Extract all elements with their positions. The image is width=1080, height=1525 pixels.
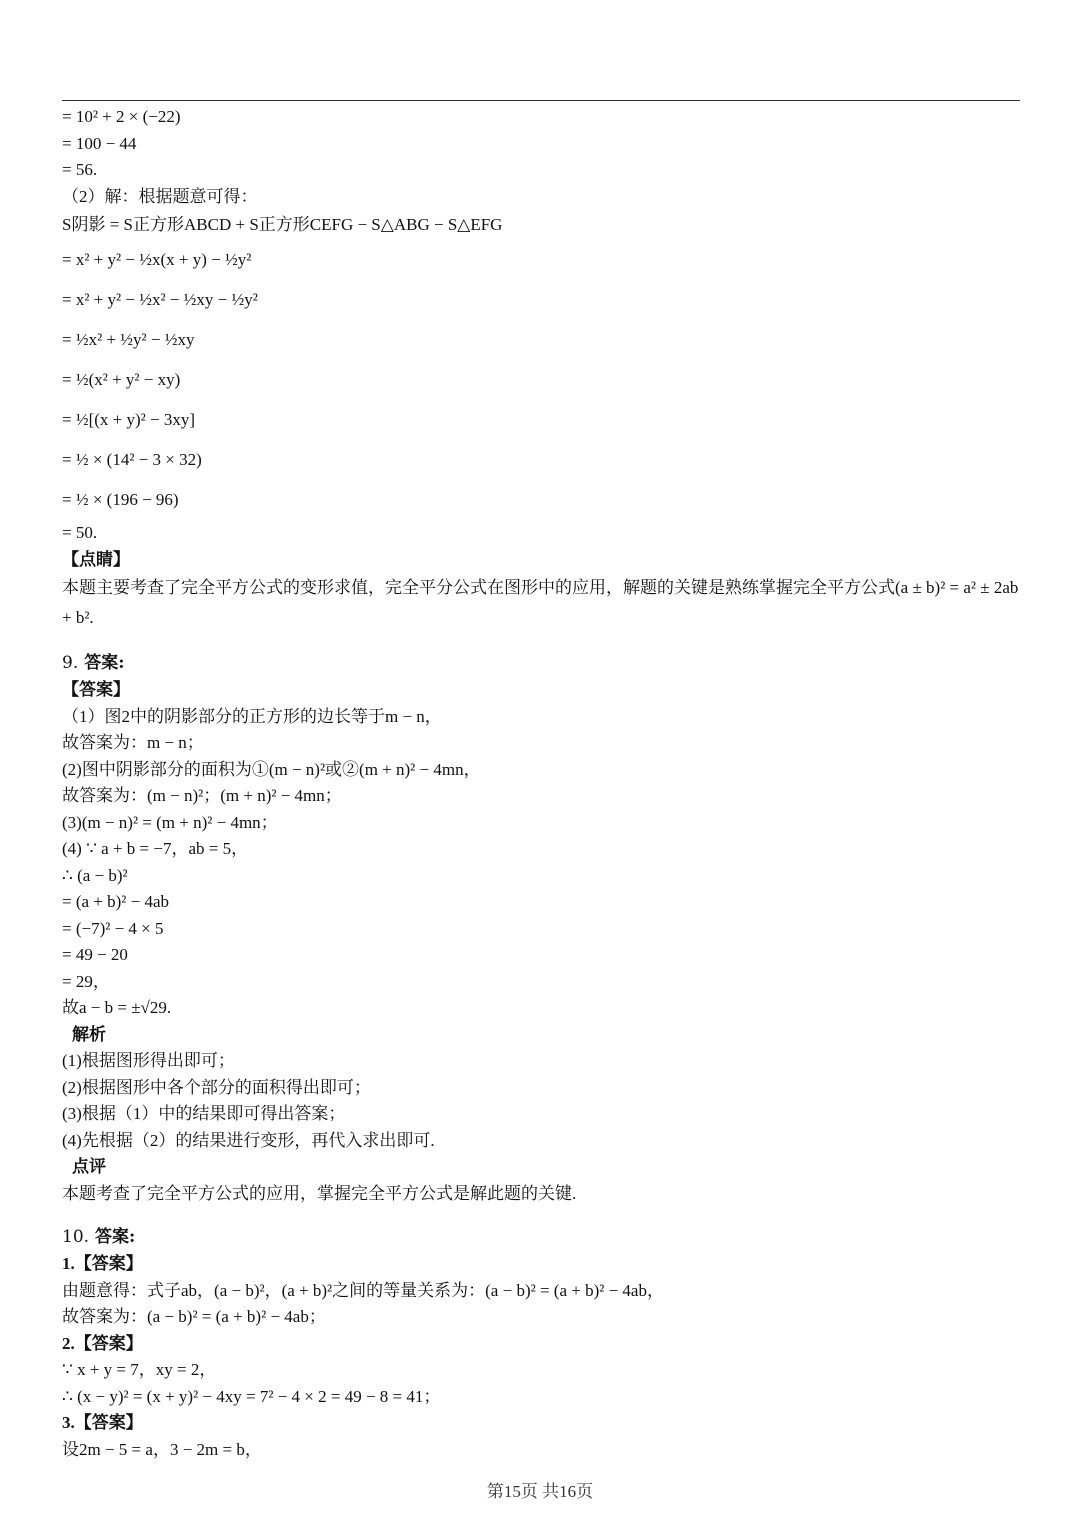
question-header	[62, 649, 1020, 677]
analysis-label: 解析	[72, 1024, 106, 1044]
answer-line: (3)(m − n)² = (m + n)² − 4mn；	[62, 812, 278, 832]
solution-continuation	[62, 104, 1020, 633]
part-line: 设2m − 5 = a，3 − 2m = b，	[62, 1439, 262, 1459]
answer-line: = 49 − 20	[62, 945, 128, 964]
page-footer: 第15页 共16页	[486, 1482, 594, 1501]
part-line: 故答案为：(a − b)² = (a + b)² − 4ab；	[62, 1307, 326, 1326]
analysis-line: (2)根据图形中各个部分的面积得出即可；	[62, 1077, 371, 1097]
answer-label: 【答案】	[62, 680, 130, 699]
math-line: = ½[(x + y)² − 3xy]	[62, 410, 196, 429]
part-head: 1.【答案】	[62, 1254, 143, 1273]
answer-line: (2)图中阴影部分的面积为①(m − n)²或②(m + n)² − 4mn，	[62, 759, 481, 779]
math-line: = 100 − 44	[62, 133, 137, 153]
part-head: 2.【答案】	[62, 1333, 143, 1353]
answer-line: = 29，	[62, 971, 110, 991]
math-line: = 56.	[62, 160, 98, 179]
question-header	[62, 1223, 1020, 1251]
analysis-line: (3)根据（1）中的结果即可得出答案；	[62, 1104, 346, 1123]
answer-line: 故答案为：m − n；	[62, 733, 204, 752]
review-text: 本题考查了完全平方公式的应用，掌握完全平方公式是解此题的关键.	[62, 1183, 577, 1203]
math-line: = x² + y² − ½x² − ½xy − ½y²	[62, 290, 258, 309]
math-line: = 50.	[62, 523, 98, 542]
answer-line: = (−7)² − 4 × 5	[62, 918, 164, 938]
part-line: ∵ x + y = 7，xy = 2，	[62, 1360, 217, 1379]
math-line: = ½x² + ½y² − ½xy	[62, 330, 195, 349]
math-line: S阴影 = S正方形ABCD + S正方形CEFG − S△ABG − S△EFG	[62, 215, 503, 234]
answer-line: = (a + b)² − 4ab	[62, 892, 170, 911]
math-line: = x² + y² − ½x(x + y) − ½y²	[62, 250, 252, 269]
text-line: （2）解：根据题意可得：	[62, 186, 258, 206]
answer-line: (4) ∵ a + b = −7，ab = 5，	[62, 839, 249, 858]
math-line: = ½ × (196 − 96)	[62, 490, 179, 509]
question-label: 答案:	[84, 653, 125, 673]
part-line: 由题意得：式子ab，(a − b)²，(a + b)²之间的等量关系为：(a − b)² = (a + b)² − 4ab，	[62, 1280, 664, 1300]
question-number: 10.	[62, 1227, 90, 1247]
part-head: 3.【答案】	[62, 1413, 143, 1432]
math-line: = 10² + 2 × (−22)	[62, 107, 181, 126]
comment-label: 【点睛】	[62, 549, 130, 569]
answer-line: 故a − b = ±√29.	[62, 998, 172, 1017]
analysis-line: (1)根据图形得出即可；	[62, 1051, 235, 1070]
question-10	[62, 1223, 1020, 1463]
math-line: = ½(x² + y² − xy)	[62, 370, 181, 389]
answer-line: 故答案为：(m − n)²；(m + n)² − 4mn；	[62, 786, 342, 805]
analysis-line: (4)先根据（2）的结果进行变形，再代入求出即可.	[62, 1130, 435, 1150]
question-label: 答案:	[95, 1227, 136, 1247]
answer-line: （1）图2中的阴影部分的正方形的边长等于m − n，	[62, 706, 442, 726]
header-rule	[62, 100, 1020, 101]
question-9	[62, 649, 1020, 1207]
math-line: = ½ × (14² − 3 × 32)	[62, 450, 202, 469]
part-line: ∴ (x − y)² = (x + y)² − 4xy = 7² − 4 × 2 = 49 − 8 = 41；	[62, 1386, 441, 1406]
question-number: 9.	[62, 653, 79, 673]
comment-text: 本题主要考查了完全平方公式的变形求值，完全平分公式在图形中的应用，解题的关键是熟练掌握完全平方公式(a ± b)² = a² ± 2ab + b².	[62, 578, 1019, 627]
page-content	[62, 104, 1020, 1463]
review-label: 点评	[72, 1157, 106, 1176]
answer-line: ∴ (a − b)²	[62, 865, 128, 885]
